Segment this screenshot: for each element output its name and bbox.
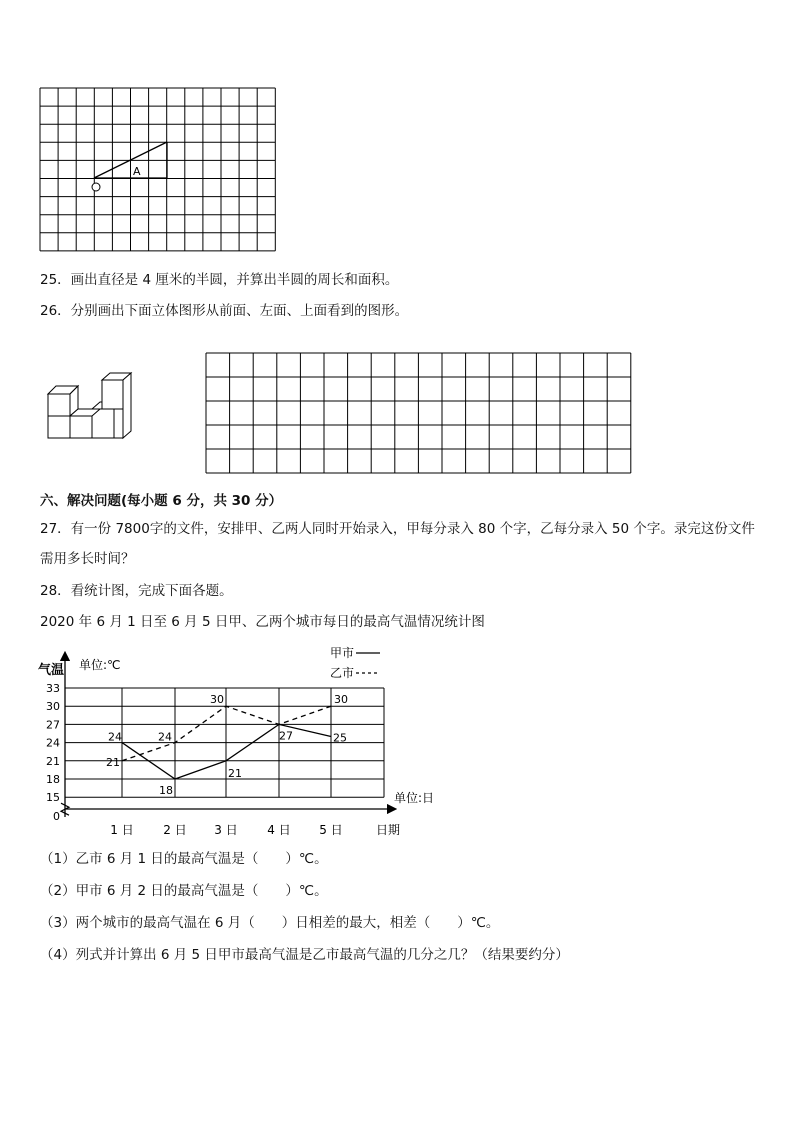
q25-text: 25．画出直径是 4 厘米的半圆，并算出半圆的周长和面积。 — [40, 272, 399, 288]
point-label: 24 — [108, 730, 122, 744]
point-o-marker — [92, 183, 100, 191]
q28-text: 28．看统计图，完成下面各题。 — [40, 583, 233, 599]
triangle-label-a: A — [133, 165, 141, 178]
y-unit-label: 单位:℃ — [79, 658, 121, 672]
x-tick-label: 4 日 — [267, 823, 291, 837]
y-tick-label: 21 — [46, 754, 60, 768]
y-tick-label: 24 — [46, 736, 60, 750]
q28-sub-3: （3）两个城市的最高气温在 6 月（ ）日相差的最大，相差（ ）℃。 — [40, 915, 500, 931]
section-6-title: 六、解决问题(每小题 6 分，共 30 分） — [40, 493, 283, 509]
q28-sub-2: （2）甲市 6 月 2 日的最高气温是（ ）℃。 — [40, 883, 328, 899]
x-axis-label: 日期 — [376, 823, 401, 837]
cube-solid-figure — [44, 372, 136, 444]
point-label: 30 — [210, 693, 224, 707]
q28-sub-1: （1）乙市 6 月 1 日的最高气温是（ ）℃。 — [40, 851, 328, 867]
q27-line-1: 27．有一份 7800字的文件，安排甲、乙两人同时开始录入，甲每分录入 80 个字，乙每分录入 50 个字。录完这份文件 — [40, 521, 755, 537]
point-label: 21 — [228, 766, 242, 780]
y-axis-label: 气温 — [38, 663, 65, 678]
x-tick-label: 1 日 — [110, 823, 134, 837]
q28-sub-4: （4）列式并计算出 6 月 5 日甲市最高气温是乙市最高气温的几分之几？（结果要约分） — [40, 947, 569, 963]
x-unit-label: 单位:日 — [394, 791, 435, 805]
x-tick-label: 2 日 — [163, 823, 187, 837]
y-tick-label: 27 — [46, 718, 60, 732]
x-tick-label: 5 日 — [319, 823, 343, 837]
point-label: 21 — [106, 755, 120, 769]
q24-grid-figure — [38, 87, 278, 253]
point-label: 24 — [158, 730, 172, 744]
chart-title: 2020 年 6 月 1 日至 6 月 5 日甲、乙两个城市每日的最高气温情况统计图 — [40, 614, 485, 630]
point-label: 25 — [333, 731, 347, 745]
legend-label-yi: 乙市 — [330, 666, 355, 680]
temperature-line-chart — [34, 642, 435, 842]
x-tick-label: 3 日 — [214, 823, 238, 837]
q27-line-2: 需用多长时间？ — [40, 551, 135, 567]
y-tick-label: 0 — [53, 810, 60, 823]
point-label: 27 — [279, 729, 293, 743]
point-label: 18 — [159, 784, 173, 797]
q26-answer-grid — [205, 352, 637, 476]
y-tick-label: 33 — [46, 682, 60, 695]
y-tick-label: 15 — [46, 791, 60, 805]
q26-text: 26．分别画出下面立体图形从前面、左面、上面看到的图形。 — [40, 303, 409, 319]
y-tick-label: 30 — [46, 700, 60, 714]
legend-label-jia: 甲市 — [330, 646, 355, 660]
point-label: 30 — [334, 693, 348, 707]
y-tick-label: 18 — [46, 773, 60, 786]
